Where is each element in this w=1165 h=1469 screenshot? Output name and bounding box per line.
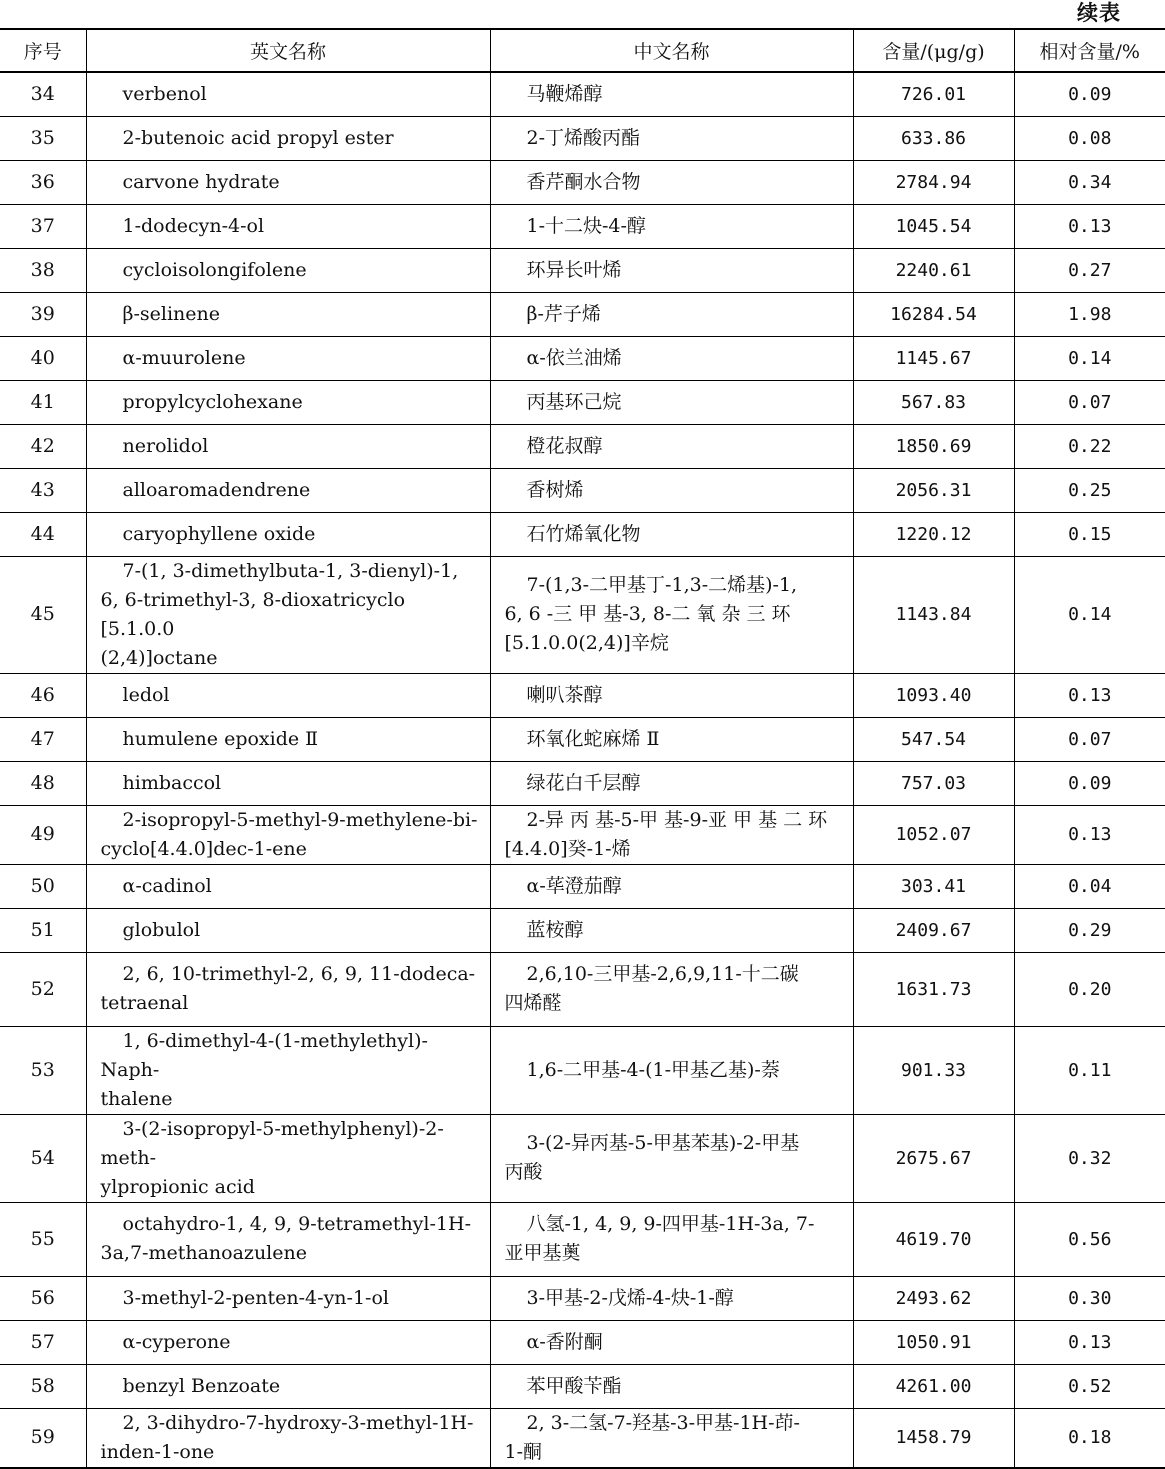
table-header-row: [0, 29, 1165, 72]
cell-content: 4619.70: [853, 1202, 1014, 1276]
cell-serial-number: 34: [0, 72, 86, 116]
cell-relative-content: 0.32: [1014, 1114, 1165, 1202]
cell-serial-number: 43: [0, 468, 86, 512]
cell-english-name: [86, 468, 490, 512]
cell-relative-content: 0.08: [1014, 116, 1165, 160]
cell-chinese-name: [490, 805, 853, 864]
cell-serial-number: 41: [0, 380, 86, 424]
chinese-name-line: 环氧化蛇麻烯 Ⅱ: [526, 727, 660, 750]
chinese-name-line: 香树烯: [526, 478, 584, 501]
cell-serial-number: 49: [0, 805, 86, 864]
cell-relative-content: 0.56: [1014, 1202, 1165, 1276]
chinese-name-line: α-依兰油烯: [526, 346, 622, 369]
cell-relative-content: 0.14: [1014, 336, 1165, 380]
english-name-line: octahydro-1, 4, 9, 9-tetramethyl-1H-: [122, 1213, 471, 1235]
english-name-line: benzyl Benzoate: [122, 1374, 281, 1397]
cell-serial-number: 56: [0, 1276, 86, 1320]
cell-relative-content: 0.13: [1014, 805, 1165, 864]
cell-serial-number: 52: [0, 952, 86, 1026]
header-relative-content: 相对含量/%: [1014, 29, 1165, 72]
chinese-name-line: 八氢-1, 4, 9, 9-四甲基-1H-3a, 7-: [526, 1213, 815, 1235]
cell-content: 547.54: [853, 717, 1014, 761]
english-name-line: tetraenal: [100, 992, 189, 1014]
cell-relative-content: 0.29: [1014, 908, 1165, 952]
cell-english-name: [86, 292, 490, 336]
cell-serial-number: 50: [0, 864, 86, 908]
table-row: [0, 336, 1165, 380]
table-row: [0, 805, 1165, 864]
cell-relative-content: 1.98: [1014, 292, 1165, 336]
chinese-name-line: 苯甲酸苄酯: [526, 1374, 622, 1397]
english-name-line: carvone hydrate: [122, 170, 280, 193]
english-name-line: inden-1-one: [100, 1440, 215, 1463]
cell-relative-content: 0.07: [1014, 380, 1165, 424]
header-content: 含量/(μg/g): [853, 29, 1014, 72]
chinese-name-line: 6, 6 -三 甲 基-3, 8-二 氧 杂 三 环: [504, 603, 791, 625]
cell-content: 757.03: [853, 761, 1014, 805]
chinese-name-line: 1,6-二甲基-4-(1-甲基乙基)-萘: [526, 1058, 780, 1081]
english-name-line: 2, 6, 10-trimethyl-2, 6, 9, 11-dodeca-: [122, 963, 476, 985]
cell-content: 1050.91: [853, 1320, 1014, 1364]
english-name-line: 7-(1, 3-dimethylbuta-1, 3-dienyl)-1,: [122, 559, 459, 582]
table-row: [0, 864, 1165, 908]
table-row: [0, 908, 1165, 952]
cell-chinese-name: [490, 116, 853, 160]
table-row: [0, 1276, 1165, 1320]
table-row: [0, 424, 1165, 468]
cell-english-name: [86, 1408, 490, 1468]
cell-chinese-name: [490, 1320, 853, 1364]
table-row: [0, 160, 1165, 204]
cell-chinese-name: [490, 336, 853, 380]
chinese-name-line: 2-异 丙 基-5-甲 基-9-亚 甲 基 二 环: [526, 808, 828, 831]
table-row: [0, 116, 1165, 160]
english-name-line: 2-butenoic acid propyl ester: [122, 126, 394, 149]
cell-chinese-name: [490, 952, 853, 1026]
cell-chinese-name: [490, 424, 853, 468]
cell-chinese-name: [490, 761, 853, 805]
english-name-line: 1, 6-dimethyl-4-(1-methylethyl)-Naph-: [100, 1029, 428, 1081]
table-row: [0, 1364, 1165, 1408]
table-row: [0, 248, 1165, 292]
cell-chinese-name: [490, 1364, 853, 1408]
cell-chinese-name: [490, 72, 853, 116]
english-name-line: 2, 3-dihydro-7-hydroxy-3-methyl-1H-: [122, 1411, 474, 1434]
cell-english-name: [86, 1114, 490, 1202]
english-name-line: 2-isopropyl-5-methyl-9-methylene-bi-: [122, 808, 478, 831]
cell-english-name: [86, 717, 490, 761]
english-name-line: ledol: [122, 683, 170, 706]
cell-chinese-name: [490, 248, 853, 292]
cell-content: 2409.67: [853, 908, 1014, 952]
cell-chinese-name: [490, 1026, 853, 1114]
table-row: [0, 556, 1165, 673]
english-name-line: himbaccol: [122, 771, 222, 794]
cell-content: 2056.31: [853, 468, 1014, 512]
table-row: [0, 1114, 1165, 1202]
cell-english-name: [86, 673, 490, 717]
chinese-name-line: 亚甲基薁: [504, 1242, 581, 1264]
cell-chinese-name: [490, 556, 853, 673]
cell-chinese-name: [490, 160, 853, 204]
cell-english-name: [86, 1276, 490, 1320]
chinese-name-line: 石竹烯氧化物: [526, 522, 641, 545]
english-name-line: humulene epoxide Ⅱ: [122, 727, 319, 750]
chinese-name-line: 丙基环己烷: [526, 390, 622, 413]
table-row: [0, 1408, 1165, 1468]
header-chinese-name: 中文名称: [490, 29, 853, 72]
cell-serial-number: 58: [0, 1364, 86, 1408]
header-english-name: 英文名称: [86, 29, 490, 72]
cell-relative-content: 0.27: [1014, 248, 1165, 292]
cell-serial-number: 57: [0, 1320, 86, 1364]
english-name-line: ylpropionic acid: [100, 1175, 255, 1198]
chinese-name-line: 香芹酮水合物: [526, 170, 641, 193]
cell-english-name: [86, 116, 490, 160]
cell-serial-number: 40: [0, 336, 86, 380]
chinese-name-line: 环异长叶烯: [526, 258, 622, 281]
cell-relative-content: 0.09: [1014, 72, 1165, 116]
cell-chinese-name: [490, 204, 853, 248]
cell-english-name: [86, 1320, 490, 1364]
cell-content: 2675.67: [853, 1114, 1014, 1202]
table-row: [0, 1026, 1165, 1114]
cell-chinese-name: [490, 717, 853, 761]
chinese-name-line: 绿花白千层醇: [526, 771, 641, 794]
cell-english-name: [86, 1026, 490, 1114]
cell-content: 633.86: [853, 116, 1014, 160]
cell-english-name: [86, 160, 490, 204]
cell-content: 1045.54: [853, 204, 1014, 248]
chinese-name-line: 蓝桉醇: [526, 918, 584, 941]
cell-serial-number: 51: [0, 908, 86, 952]
cell-serial-number: 44: [0, 512, 86, 556]
header-serial-number: 序号: [0, 29, 86, 72]
cell-english-name: [86, 908, 490, 952]
cell-english-name: [86, 761, 490, 805]
chinese-name-line: 2,6,10-三甲基-2,6,9,11-十二碳: [526, 963, 799, 985]
cell-relative-content: 0.04: [1014, 864, 1165, 908]
cell-serial-number: 39: [0, 292, 86, 336]
cell-relative-content: 0.09: [1014, 761, 1165, 805]
cell-chinese-name: [490, 1408, 853, 1468]
cell-serial-number: 47: [0, 717, 86, 761]
cell-english-name: [86, 336, 490, 380]
cell-chinese-name: [490, 864, 853, 908]
table-row: [0, 292, 1165, 336]
chinese-name-line: 2, 3-二氢-7-羟基-3-甲基-1H-茚-: [526, 1411, 800, 1434]
english-name-line: 6, 6-trimethyl-3, 8-dioxatricyclo [5.1.0.0: [100, 588, 406, 640]
english-name-line: 3-methyl-2-penten-4-yn-1-ol: [122, 1286, 389, 1309]
cell-serial-number: 42: [0, 424, 86, 468]
cell-serial-number: 35: [0, 116, 86, 160]
cell-content: 2240.61: [853, 248, 1014, 292]
chinese-name-line: α-荜澄茄醇: [526, 874, 622, 897]
cell-chinese-name: [490, 1276, 853, 1320]
cell-relative-content: 0.52: [1014, 1364, 1165, 1408]
english-name-line: propylcyclohexane: [122, 390, 303, 413]
cell-content: 1220.12: [853, 512, 1014, 556]
table-row: [0, 72, 1165, 116]
cell-chinese-name: [490, 908, 853, 952]
cell-serial-number: 38: [0, 248, 86, 292]
cell-chinese-name: [490, 380, 853, 424]
table-row: [0, 204, 1165, 248]
english-name-line: nerolidol: [122, 434, 209, 457]
cell-content: 4261.00: [853, 1364, 1014, 1408]
english-name-line: 3a,7-methanoazulene: [100, 1242, 307, 1264]
chinese-name-line: 1-十二炔-4-醇: [526, 214, 646, 237]
cell-relative-content: 0.11: [1014, 1026, 1165, 1114]
cell-relative-content: 0.20: [1014, 952, 1165, 1026]
cell-content: 567.83: [853, 380, 1014, 424]
table-body: [0, 72, 1165, 1468]
cell-serial-number: 36: [0, 160, 86, 204]
chinese-name-line: 3-甲基-2-戊烯-4-炔-1-醇: [526, 1286, 734, 1309]
cell-english-name: [86, 864, 490, 908]
table-caption: 续表: [1077, 0, 1121, 25]
cell-serial-number: 45: [0, 556, 86, 673]
cell-relative-content: 0.18: [1014, 1408, 1165, 1468]
table-row: [0, 673, 1165, 717]
cell-relative-content: 0.15: [1014, 512, 1165, 556]
cell-content: 901.33: [853, 1026, 1014, 1114]
cell-content: 1850.69: [853, 424, 1014, 468]
chinese-name-line: β-芹子烯: [526, 302, 601, 325]
english-name-line: alloaromadendrene: [122, 478, 311, 501]
table-row: [0, 761, 1165, 805]
english-name-line: cyclo[4.4.0]dec-1-ene: [100, 837, 307, 860]
cell-serial-number: 54: [0, 1114, 86, 1202]
english-name-line: 1-dodecyn-4-ol: [122, 214, 265, 237]
cell-chinese-name: [490, 292, 853, 336]
cell-english-name: [86, 556, 490, 673]
table-row: [0, 512, 1165, 556]
chinese-name-line: 2-丁烯酸丙酯: [526, 126, 641, 149]
chinese-name-line: 喇叭茶醇: [526, 683, 603, 706]
cell-english-name: [86, 204, 490, 248]
cell-serial-number: 48: [0, 761, 86, 805]
cell-content: 1143.84: [853, 556, 1014, 673]
cell-content: 16284.54: [853, 292, 1014, 336]
english-name-line: thalene: [100, 1087, 173, 1110]
cell-english-name: [86, 424, 490, 468]
chinese-name-line: 四烯醛: [504, 992, 562, 1014]
english-name-line: β-selinene: [122, 302, 221, 325]
chinese-name-line: α-香附酮: [526, 1330, 603, 1353]
cell-relative-content: 0.30: [1014, 1276, 1165, 1320]
cell-relative-content: 0.13: [1014, 1320, 1165, 1364]
chinese-name-line: [5.1.0.0(2,4)]辛烷: [504, 632, 669, 654]
cell-chinese-name: [490, 673, 853, 717]
cell-serial-number: 37: [0, 204, 86, 248]
cell-content: 1145.67: [853, 336, 1014, 380]
cell-english-name: [86, 512, 490, 556]
chinese-name-line: [4.4.0]癸-1-烯: [504, 837, 631, 860]
compound-table: [0, 28, 1165, 1469]
chinese-name-line: 马鞭烯醇: [526, 82, 603, 105]
cell-content: 1052.07: [853, 805, 1014, 864]
cell-relative-content: 0.14: [1014, 556, 1165, 673]
english-name-line: 3-(2-isopropyl-5-methylphenyl)-2-meth-: [100, 1117, 444, 1169]
cell-relative-content: 0.07: [1014, 717, 1165, 761]
cell-content: 1631.73: [853, 952, 1014, 1026]
table-row: [0, 380, 1165, 424]
table-row: [0, 1202, 1165, 1276]
cell-chinese-name: [490, 512, 853, 556]
english-name-line: globulol: [122, 918, 201, 941]
english-name-line: verbenol: [122, 82, 207, 105]
english-name-line: cycloisolongifolene: [122, 258, 307, 281]
cell-english-name: [86, 952, 490, 1026]
cell-english-name: [86, 72, 490, 116]
table-row: [0, 1320, 1165, 1364]
cell-content: 726.01: [853, 72, 1014, 116]
chinese-name-line: 橙花叔醇: [526, 434, 603, 457]
cell-chinese-name: [490, 468, 853, 512]
cell-chinese-name: [490, 1114, 853, 1202]
cell-relative-content: 0.25: [1014, 468, 1165, 512]
english-name-line: α-cyperone: [122, 1330, 231, 1353]
cell-serial-number: 59: [0, 1408, 86, 1468]
cell-chinese-name: [490, 1202, 853, 1276]
chinese-name-line: 丙酸: [504, 1161, 543, 1183]
cell-relative-content: 0.13: [1014, 673, 1165, 717]
cell-english-name: [86, 380, 490, 424]
table-row: [0, 952, 1165, 1026]
chinese-name-line: 3-(2-异丙基-5-甲基苯基)-2-甲基: [526, 1132, 800, 1154]
cell-serial-number: 53: [0, 1026, 86, 1114]
cell-content: 2493.62: [853, 1276, 1014, 1320]
cell-english-name: [86, 805, 490, 864]
cell-content: 1458.79: [853, 1408, 1014, 1468]
table-row: [0, 717, 1165, 761]
cell-relative-content: 0.22: [1014, 424, 1165, 468]
cell-english-name: [86, 248, 490, 292]
cell-content: 2784.94: [853, 160, 1014, 204]
english-name-line: α-cadinol: [122, 874, 212, 897]
table-row: [0, 468, 1165, 512]
cell-content: 1093.40: [853, 673, 1014, 717]
cell-content: 303.41: [853, 864, 1014, 908]
cell-relative-content: 0.13: [1014, 204, 1165, 248]
cell-english-name: [86, 1202, 490, 1276]
english-name-line: (2,4)]octane: [100, 646, 218, 669]
cell-serial-number: 55: [0, 1202, 86, 1276]
chinese-name-line: 7-(1,3-二甲基丁-1,3-二烯基)-1,: [526, 574, 798, 596]
english-name-line: α-muurolene: [122, 346, 246, 369]
cell-english-name: [86, 1364, 490, 1408]
chinese-name-line: 1-酮: [504, 1440, 543, 1463]
cell-relative-content: 0.34: [1014, 160, 1165, 204]
cell-serial-number: 46: [0, 673, 86, 717]
english-name-line: caryophyllene oxide: [122, 522, 316, 545]
